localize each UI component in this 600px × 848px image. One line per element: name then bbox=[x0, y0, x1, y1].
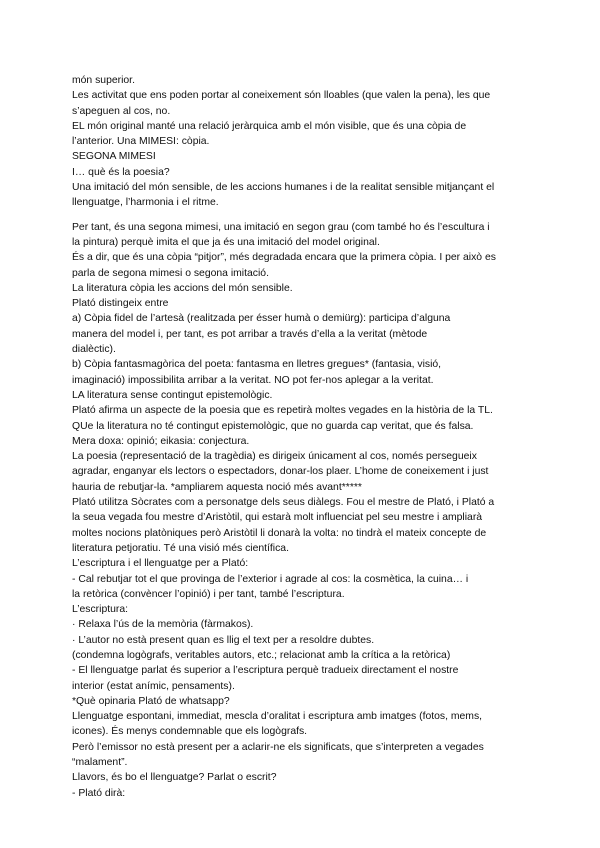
text-line: icones). És menys condemnable que els logògrafs. bbox=[72, 726, 308, 738]
text-line: “malament”. bbox=[72, 757, 128, 769]
text-line: - Cal rebutjar tot el que provinga de l’exterior i agrade al cos: la cosmètica, la cuina… i bbox=[72, 573, 469, 585]
text-line: hauria de rebutjar-la. *ampliarem aquesta noció més avant***** bbox=[72, 481, 362, 493]
document-body bbox=[72, 73, 532, 801]
text-line: L’escriptura: bbox=[72, 604, 129, 616]
text-line: a) Còpia fidel de l’artesà (realitzada per ésser humà o demiürg): participa d’alguna bbox=[72, 313, 451, 325]
text-line: · L’autor no està present quan es llig el text per a resoldre dubtes. bbox=[72, 634, 375, 646]
text-line: la retòrica (convèncer l’opinió) i per tant, també l’escriptura. bbox=[72, 588, 345, 600]
text-line: QUe la literatura no té contingut epistemològic, que no guarda cap veritat, que és falsa. bbox=[72, 420, 474, 432]
text-line: És a dir, que és una còpia “pitjor”, més degradada encara que la primera còpia. I per això es bbox=[72, 252, 496, 264]
blank-line bbox=[72, 211, 532, 220]
text-line: parla de segona mimesi o segona imitació. bbox=[72, 267, 269, 279]
text-line: dialèctic). bbox=[72, 344, 116, 356]
text-line: manera del model i, per tant, es pot arribar a través d’ella a la veritat (mètode bbox=[72, 328, 428, 340]
text-line: agradar, enganyar els lectors o espectadors, donar-los plaer. L’home de coneixement i just bbox=[72, 466, 489, 478]
text-line: Però l’emissor no està present per a aclarir-ne els significats, que s’interpreten a vegades bbox=[72, 741, 484, 753]
text-line: (condemna logògrafs, veritables autors, etc.; relacionat amb la crítica a la retòrica) bbox=[72, 649, 451, 661]
text-line: moltes nocions platòniques però Aristòtil li donarà la volta: no tindrà el mateix concepte de bbox=[72, 527, 487, 539]
text-line: Plató afirma un aspecte de la poesia que es repetirà moltes vegades en la història de la TL. bbox=[72, 405, 493, 417]
text-line: I… què és la poesia? bbox=[72, 166, 170, 178]
text-line: Mera doxa: opinió; eikasia: conjectura. bbox=[72, 435, 250, 447]
text-line: món superior. bbox=[72, 75, 135, 86]
text-line: L’escriptura i el llenguatge per a Plató: bbox=[72, 558, 249, 570]
text-line: EL món original manté una relació jeràrquica amb el món visible, que és una còpia de bbox=[72, 120, 467, 132]
text-line: Plató utilitza Sòcrates com a personatge dels seus diàlegs. Fou el mestre de Plató, i Plató a bbox=[72, 497, 495, 509]
text-line: Una imitació del món sensible, de les accions humanes i de la realitat sensible mitjançant el bbox=[72, 182, 495, 194]
text-line: - El llenguatge parlat és superior a l’escriptura perquè tradueix directament el nostre bbox=[72, 665, 459, 677]
text-line: la pintura) perquè imita el que ja és una imitació del model original. bbox=[72, 236, 380, 248]
text-line: SEGONA MIMESI bbox=[72, 151, 156, 163]
text-line: s’apeguen al cos, no. bbox=[72, 105, 171, 117]
text-line: La literatura còpia les accions del món sensible. bbox=[72, 282, 293, 294]
text-line: llenguatge, l’harmonia i el ritme. bbox=[72, 197, 219, 209]
text-line: imaginació) impossibilita arribar a la veritat. NO pot fer-nos aplegar a la veritat. bbox=[72, 374, 434, 386]
text-line: Plató distingeix entre bbox=[72, 298, 169, 310]
text-line: l’anterior. Una MIMESI: còpia. bbox=[72, 136, 210, 148]
text-line: interior (estat anímic, pensaments). bbox=[72, 680, 235, 692]
text-line: literatura petjoratiu. Té una visió més científica. bbox=[72, 542, 289, 554]
text-line: LA literatura sense contingut epistemològic. bbox=[72, 389, 273, 401]
text-line: Llavors, és bo el llenguatge? Parlat o escrit? bbox=[72, 772, 277, 784]
text-line: · Relaxa l’ús de la memòria (fàrmakos). bbox=[72, 619, 254, 631]
text-line: Per tant, és una segona mimesi, una imitació en segon grau (com també ho és l’escultura i bbox=[72, 221, 490, 233]
text-line: *Què opinaria Plató de whatsapp? bbox=[72, 695, 230, 707]
text-line: - Plató dirà: bbox=[72, 787, 126, 799]
text-line: La poesia (representació de la tragèdia) es dirigeix únicament al cos, només persegueix bbox=[72, 451, 477, 463]
text-line: b) Còpia fantasmagòrica del poeta: fantasma en lletres gregues* (fantasia, visió, bbox=[72, 359, 442, 371]
text-line: Les activitat que ens poden portar al coneixement són lloables (que valen la pena), les que bbox=[72, 90, 491, 102]
text-line: Llenguatge espontani, immediat, mescla d’oralitat i escriptura amb imatges (fotos, mems, bbox=[72, 711, 483, 723]
text-line: la seua vegada fou mestre d’Aristòtil, qui estarà molt influenciat pel seu mestre i ampliarà bbox=[72, 512, 483, 524]
